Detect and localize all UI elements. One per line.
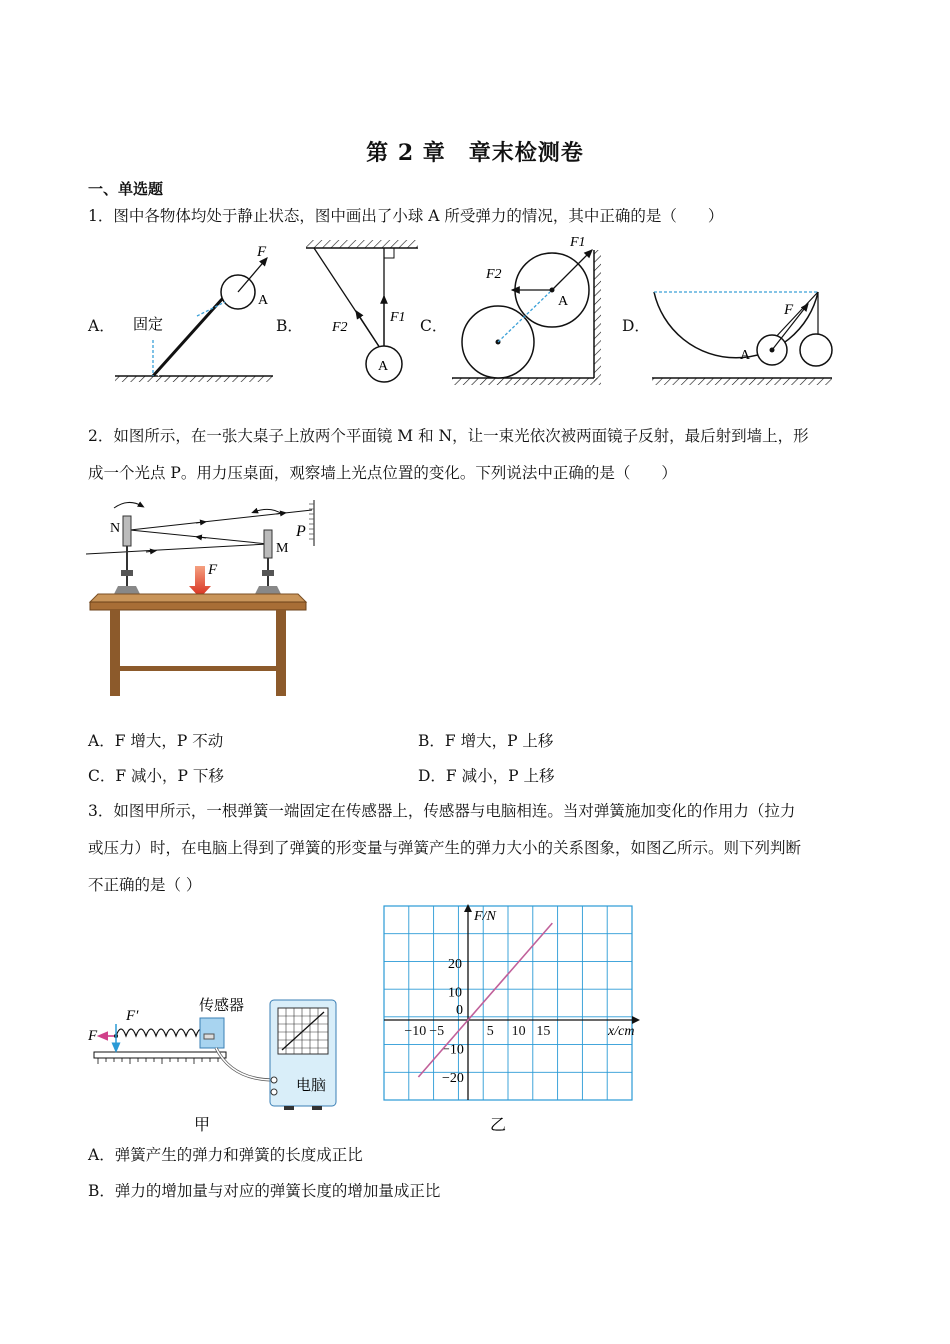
chart-xlabel: x/cm — [608, 1024, 635, 1039]
q3-line2: 或压力）时，在电脑上得到了弹簧的形变量与弹簧产生的弹力大小的关系图象，如图乙所示。则下列判断 — [88, 839, 802, 857]
fig-b-f1-label: F1 — [390, 310, 406, 325]
fig-jia-fprime-label: F′ — [126, 1008, 139, 1024]
fig-c-ball-label: A — [558, 294, 569, 309]
fig-c-f1-label: F1 — [570, 235, 586, 250]
fig-q2-f-label: F — [208, 562, 218, 578]
q1-option-d-label[interactable]: D． — [622, 317, 650, 335]
x-axis-arrow — [632, 1016, 640, 1024]
fig-a-force-label: F — [257, 244, 267, 260]
q1-option-a-label[interactable]: A． — [88, 317, 115, 335]
q3-option-a[interactable]: A．弹簧产生的弹力和弹簧的长度成正比 — [88, 1146, 363, 1164]
fig-jia-f-label: F — [88, 1028, 98, 1044]
fig-c-f2-label: F2 — [486, 267, 502, 282]
q2-line1: 2．如图所示，在一张大桌子上放两个平面镜 M 和 N，让一束光依次被两面镜子反射，最后射到墙上，形 — [88, 427, 809, 445]
chart-ylabel: F/N — [474, 909, 496, 924]
q3-line1: 3．如图甲所示，一根弹簧一端固定在传感器上，传感器与电脑相连。当对弹簧施加变化的作用力（拉力 — [88, 802, 796, 820]
page-title: 第 2 章 章末检测卷 — [366, 140, 584, 166]
q3-line3: 不正确的是（ ） — [88, 876, 202, 894]
q1-figure-c — [448, 230, 608, 388]
x-tick-label: 15 — [536, 1024, 551, 1039]
q1-option-c-label[interactable]: C． — [420, 317, 448, 335]
fig-d-force-label: F — [784, 302, 794, 318]
fig-jia-sensor-label: 传感器 — [199, 998, 245, 1014]
fig-q2-m-label: M — [276, 541, 289, 556]
q1-option-b-label[interactable]: B． — [276, 317, 303, 335]
q1-text: 1．图中各物体均处于静止状态，图中画出了小球 A 所受弹力的情况，其中正确的是（ ） — [88, 207, 724, 225]
fig-b-ball-label: A — [378, 359, 389, 374]
q1-figure-b — [300, 236, 430, 386]
fig-jia-caption: 甲 — [194, 1117, 211, 1134]
fig-b-f2-label: F2 — [332, 320, 348, 335]
fig-a-fixed-label: 固定 — [133, 317, 164, 333]
fig-jia-computer-label: 电脑 — [296, 1078, 327, 1094]
chart-caption: 乙 — [490, 1117, 507, 1134]
q2-figure — [86, 490, 326, 702]
y-tick-label: −20 — [442, 1071, 464, 1086]
x-tick-label: 5 — [486, 1024, 494, 1039]
y-tick-label: 10 — [448, 985, 462, 1001]
y-tick-label: −10 — [442, 1042, 464, 1058]
q3-figure-jia — [86, 990, 346, 1136]
x-tick-label: −5 — [429, 1024, 445, 1039]
q1-figure-a — [115, 236, 275, 386]
q2-option-b[interactable]: B．F 增大，P 上移 — [418, 732, 554, 750]
x-tick-label: −10 — [404, 1024, 427, 1039]
fig-q2-p-label: P — [296, 523, 306, 540]
fig-q2-n-label: N — [110, 521, 121, 536]
q2-option-d[interactable]: D．F 减小，P 上移 — [418, 767, 555, 785]
section-heading: 一、单选题 — [88, 180, 164, 198]
q3-chart-yi — [380, 904, 650, 1134]
x-tick-label: 0 — [456, 1003, 463, 1018]
q1-figure-d — [648, 282, 848, 388]
fig-a-ball-label: A — [258, 293, 269, 308]
q2-option-c[interactable]: C．F 减小，P 下移 — [88, 767, 224, 785]
y-tick-label: 20 — [448, 957, 462, 972]
q2-option-a[interactable]: A．F 增大，P 不动 — [88, 732, 224, 750]
chart-grid — [384, 906, 635, 1100]
q2-line2: 成一个光点 P。用力压桌面，观察墙上光点位置的变化。下列说法中正确的是（ ） — [88, 464, 677, 482]
q3-option-b[interactable]: B．弹力的增加量与对应的弹簧长度的增加量成正比 — [88, 1182, 441, 1200]
x-tick-label: 10 — [511, 1024, 526, 1039]
fig-d-ball-label: A — [740, 348, 751, 363]
